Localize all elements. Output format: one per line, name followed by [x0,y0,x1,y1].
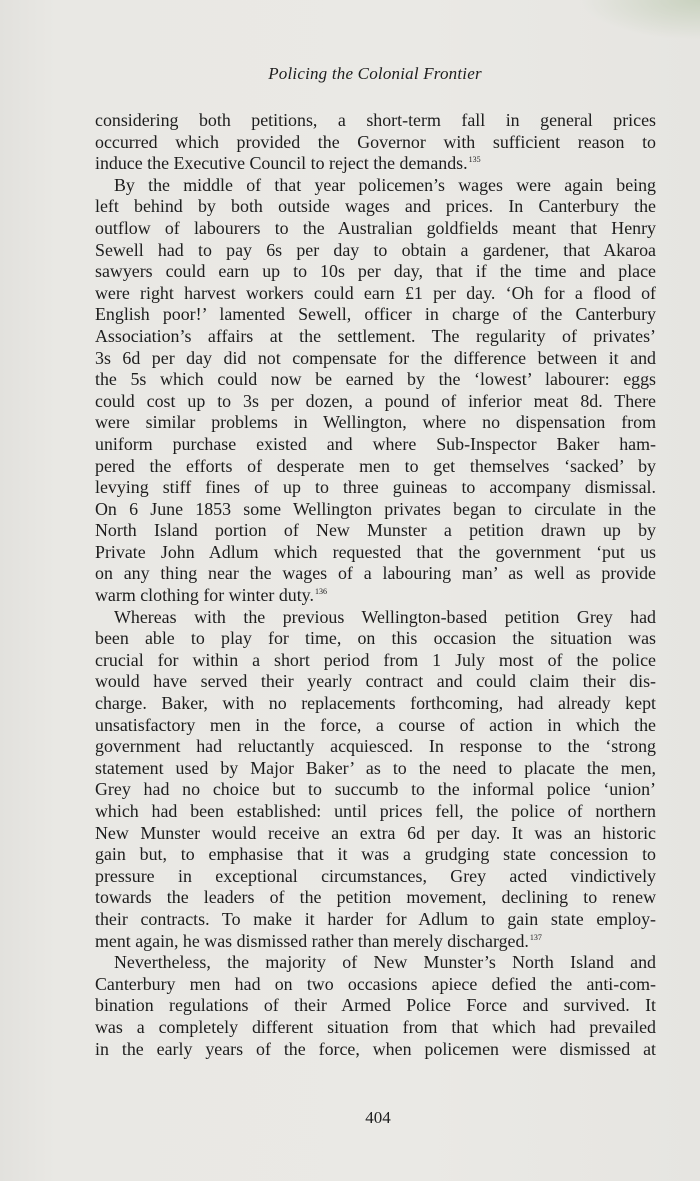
text-line [95,1017,656,1039]
text-line [95,283,656,305]
text-line-content: bination regulations of their Armed Police Force and survived. It [95,995,656,1016]
footnote-marker: 137 [529,932,542,942]
text-line-content: was a completely different situation from that which had prevailed [95,1016,656,1037]
text-line-content: left behind by both outside wages and prices. In Canterbury the [95,196,656,217]
text-line [95,391,656,413]
text-line-content: occurred which provided the Governor with sufficient reason to [95,131,656,152]
text-line [95,110,656,132]
text-line-content: Whereas with the previous Wellington-based petition Grey had [114,606,656,627]
text-line-content: pressure in exceptional circumstances, Grey acted vindictively [95,865,656,886]
text-line [95,995,656,1017]
text-line-content: levying stiff fines of up to three guineas to accompany dismissal. [95,477,656,498]
text-line [95,607,656,629]
text-line-content: government had reluctantly acquiesced. In response to the ‘strong [95,736,656,757]
text-line-content: Private John Adlum which requested that the government ‘put us [95,541,656,562]
footnote-marker: 136 [314,587,327,597]
text-line-content: ment again, he was dismissed rather than merely discharged. [95,930,529,951]
text-line-content: warm clothing for winter duty. [95,585,314,606]
text-line [95,153,656,175]
running-head: Policing the Colonial Frontier [268,64,482,83]
page-number: 404 [365,1108,391,1127]
text-line [95,369,656,391]
text-line [95,434,656,456]
text-line-content: outflow of labourers to the Australian goldfields meant that Henry [95,217,656,238]
text-line-content: uniform purchase existed and where Sub-Inspector Baker ham- [95,433,656,454]
text-line-content: were similar problems in Wellington, where no dispensation from [95,412,656,433]
text-line-content: could cost up to 3s per dozen, a pound of inferior meat 8d. There [95,390,656,411]
text-line [95,909,656,931]
text-line-content: pered the efforts of desperate men to get themselves ‘sacked’ by [95,455,656,476]
text-line-content: were right harvest workers could earn £1 per day. ‘Oh for a flood of [95,282,656,303]
text-line [95,736,656,758]
text-line-content: 3s 6d per day did not compensate for the difference between it and [95,347,656,368]
text-line [95,931,656,953]
text-line [95,952,656,974]
text-line-content: Association’s affairs at the settlement. The regularity of privates’ [95,325,656,346]
text-line-content: North Island portion of New Munster a petition drawn up by [95,520,656,541]
paper-stain [580,0,700,40]
text-line-content: towards the leaders of the petition movement, declining to renew [95,887,656,908]
text-line [95,261,656,283]
text-line [95,715,656,737]
text-line [95,650,656,672]
text-line [95,671,656,693]
text-line-content: unsatisfactory men in the force, a course of action in which the [95,714,656,735]
text-line [95,132,656,154]
text-line-content: on any thing near the wages of a labouring man’ as well as provide [95,563,656,584]
text-line [95,520,656,542]
text-line-content: New Munster would receive an extra 6d per day. It was an historic [95,822,656,843]
text-line [95,585,656,607]
text-line [95,887,656,909]
text-line-content: charge. Baker, with no replacements forthcoming, had already kept [95,693,656,714]
text-line-content: sawyers could earn up to 10s per day, that if the time and place [95,261,656,282]
text-line-content: statement used by Major Baker’ as to the need to placate the men, [95,757,656,778]
text-line [95,779,656,801]
text-line [95,563,656,585]
text-line-content: By the middle of that year policemen’s wages were again being [114,174,656,195]
text-line [95,348,656,370]
text-line [95,326,656,348]
text-line [95,844,656,866]
text-line [95,823,656,845]
body-text [95,110,656,1060]
text-line-content: been able to play for time, on this occasion the situation was [95,628,656,649]
text-line [95,196,656,218]
text-line-content: gain but, to emphasise that it was a grudging state concession to [95,844,656,865]
text-line [95,801,656,823]
text-line [95,175,656,197]
text-line [95,304,656,326]
text-line [95,499,656,521]
text-line [95,974,656,996]
text-line-content: On 6 June 1853 some Wellington privates began to circulate in the [95,498,656,519]
text-line-content: crucial for within a short period from 1 July most of the police [95,649,656,670]
text-line-content: English poor!’ lamented Sewell, officer in charge of the Canterbury [95,304,656,325]
text-line-content: Sewell had to pay 6s per day to obtain a gardener, that Akaroa [95,239,656,260]
text-line-content: their contracts. To make it harder for Adlum to gain state employ- [95,908,656,929]
text-line-content: Nevertheless, the majority of New Munster’s North Island and [114,952,656,973]
text-line [95,758,656,780]
footnote-marker: 135 [468,155,481,165]
text-line [95,693,656,715]
text-line-content: the 5s which could now be earned by the ‘lowest’ labourer: eggs [95,369,656,390]
text-line [95,542,656,564]
text-line [95,1039,656,1061]
text-line [95,456,656,478]
text-line-content: which had been established: until prices fell, the police of northern [95,801,656,821]
text-line [95,240,656,262]
text-line [95,218,656,240]
text-line [95,477,656,499]
text-line-content: considering both petitions, a short-term fall in general prices [95,110,656,130]
text-line-content: would have served their yearly contract and could claim their dis- [95,671,656,692]
text-line [95,412,656,434]
text-line-content: induce the Executive Council to reject the demands. [95,153,468,174]
text-line-content: in the early years of the force, when policemen were dismissed at [95,1038,656,1059]
text-line [95,866,656,888]
text-line-content: Canterbury men had on two occasions apiece defied the anti-com- [95,973,656,994]
text-line-content: Grey had no choice but to succumb to the informal police ‘union’ [95,779,656,800]
text-line [95,628,656,650]
